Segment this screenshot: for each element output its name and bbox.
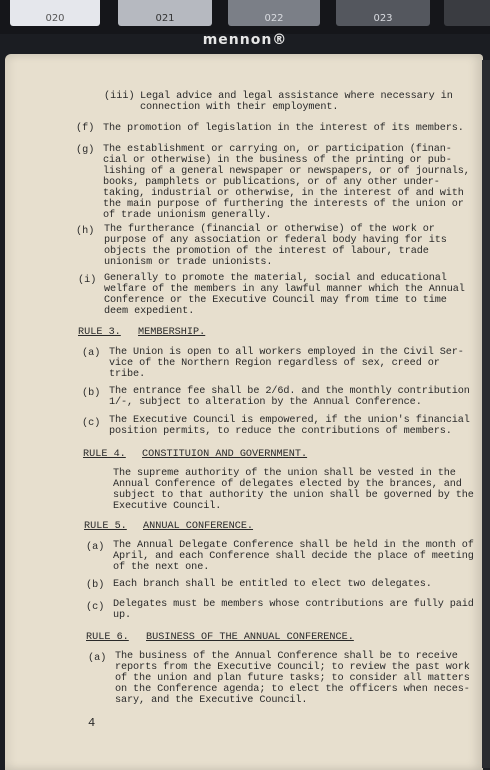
item-label: (c) <box>82 418 101 429</box>
rule-3-heading: RULE 3. <box>78 327 121 338</box>
swatch-label: 021 <box>155 13 175 24</box>
swatch-020 <box>10 0 100 26</box>
rule-5-heading: RULE 5. <box>84 521 127 532</box>
text-line: up. <box>113 610 132 621</box>
text-line: sary, and the Executive Council. <box>115 695 308 706</box>
item-label: (b) <box>82 388 101 399</box>
text-line: vice of the Northern Region regardless of sex, creed or <box>109 358 440 369</box>
text-line: Each branch shall be entitled to elect two delegates. <box>113 579 432 590</box>
text-line: The promotion of legislation in the interest of its members. <box>103 123 464 134</box>
text-line: Generally to promote the material, social and educational <box>104 273 447 284</box>
swatch-label: 020 <box>45 13 65 24</box>
text-line: deem expedient. <box>104 306 195 317</box>
rule-5-title: ANNUAL CONFERENCE. <box>143 521 254 532</box>
text-line: connection with their employment. <box>140 102 339 113</box>
swatch-021 <box>118 0 212 26</box>
rule-3-title: MEMBERSHIP. <box>138 327 206 338</box>
rule-4-heading: RULE 4. <box>83 449 126 460</box>
text-line: reports from the Executive Council; to review the past work <box>115 662 470 673</box>
text-line: Legal advice and legal assistance where necessary in <box>140 91 453 102</box>
color-scale-strip <box>0 0 490 34</box>
text-line: The entrance fee shall be 2/6d. and the monthly contribution <box>109 386 470 397</box>
item-label: (i) <box>78 275 97 286</box>
text-line: The establishment or carrying on, or participation (finan- <box>103 144 452 155</box>
text-line: cial or otherwise) in the business of the printing or pub- <box>103 155 452 166</box>
item-label: (c) <box>86 602 105 613</box>
item-label: (g) <box>76 145 95 156</box>
swatch-024 <box>444 0 490 26</box>
text-line: subject to that authority the union shall be governed by the <box>113 490 474 501</box>
text-line: Executive Council. <box>113 501 222 512</box>
text-line: The Annual Delegate Conference shall be held in the month of <box>113 540 474 551</box>
page-edge-shadow <box>482 60 490 768</box>
item-label: (b) <box>86 580 105 591</box>
rule-4-title: CONSTITUION AND GOVERNMENT. <box>142 449 308 460</box>
text-line: of the next one. <box>113 562 210 573</box>
text-line: The supreme authority of the union shall be vested in the <box>113 468 456 479</box>
item-label: (a) <box>88 653 107 664</box>
swatch-023 <box>336 0 430 26</box>
text-line: objects the promotion of the interest of labour, trade <box>104 246 429 257</box>
text-line: Delegates must be members whose contributions are fully paid <box>113 599 474 610</box>
swatch-label: 022 <box>264 13 284 24</box>
text-line: on the Conference agenda; to elect the officers when neces- <box>115 684 470 695</box>
text-line: purpose of any association or federal body having for its <box>104 235 447 246</box>
text-line: The business of the Annual Conference shall be to receive <box>115 651 458 662</box>
text-line: April, and each Conference shall decide the place of meeting <box>113 551 474 562</box>
item-label: (h) <box>76 226 95 237</box>
text-line: The furtherance (financial or otherwise) of the work or <box>104 224 435 235</box>
brand-logo: mennon® <box>202 32 288 48</box>
rule-6-title: BUSINESS OF THE ANNUAL CONFERENCE. <box>146 632 354 643</box>
text-line: of the union and plan future tasks; to consider all matters <box>115 673 470 684</box>
rule-6-heading: RULE 6. <box>86 632 129 643</box>
text-line: taking, industrial or otherwise, in the interest of and with <box>103 188 464 199</box>
item-label: (a) <box>82 348 101 359</box>
page-number: 4 <box>88 716 96 730</box>
text-line: welfare of the members in any lawful manner which the Annual <box>104 284 465 295</box>
text-line: of trade unionism generally. <box>103 210 272 221</box>
text-line: tribe. <box>109 369 146 380</box>
text-line: unionism or trade unionists. <box>104 257 273 268</box>
text-line: The Executive Council is empowered, if the union's financial <box>109 415 470 426</box>
text-line: the main purpose of furthering the interests of the union or <box>103 199 464 210</box>
item-label: (iii) <box>104 91 135 102</box>
item-label: (a) <box>86 542 105 553</box>
text-line: position permits, to reduce the contributions of members. <box>109 426 452 437</box>
text-line: 1/-, subject to alteration by the Annual Conference. <box>109 397 422 408</box>
swatch-022 <box>228 0 320 26</box>
text-line: lishing of a general newspaper or newspapers, or of journals, <box>103 166 470 177</box>
swatch-label: 023 <box>373 13 393 24</box>
text-line: Conference or the Executive Council may from time to time <box>104 295 447 306</box>
text-line: The Union is open to all workers employed in the Civil Ser- <box>109 347 464 358</box>
text-line: books, pamphlets or publications, or of any other under- <box>103 177 440 188</box>
text-line: Annual Conference of delegates elected by the brances, and <box>113 479 462 490</box>
item-label: (f) <box>76 123 95 134</box>
